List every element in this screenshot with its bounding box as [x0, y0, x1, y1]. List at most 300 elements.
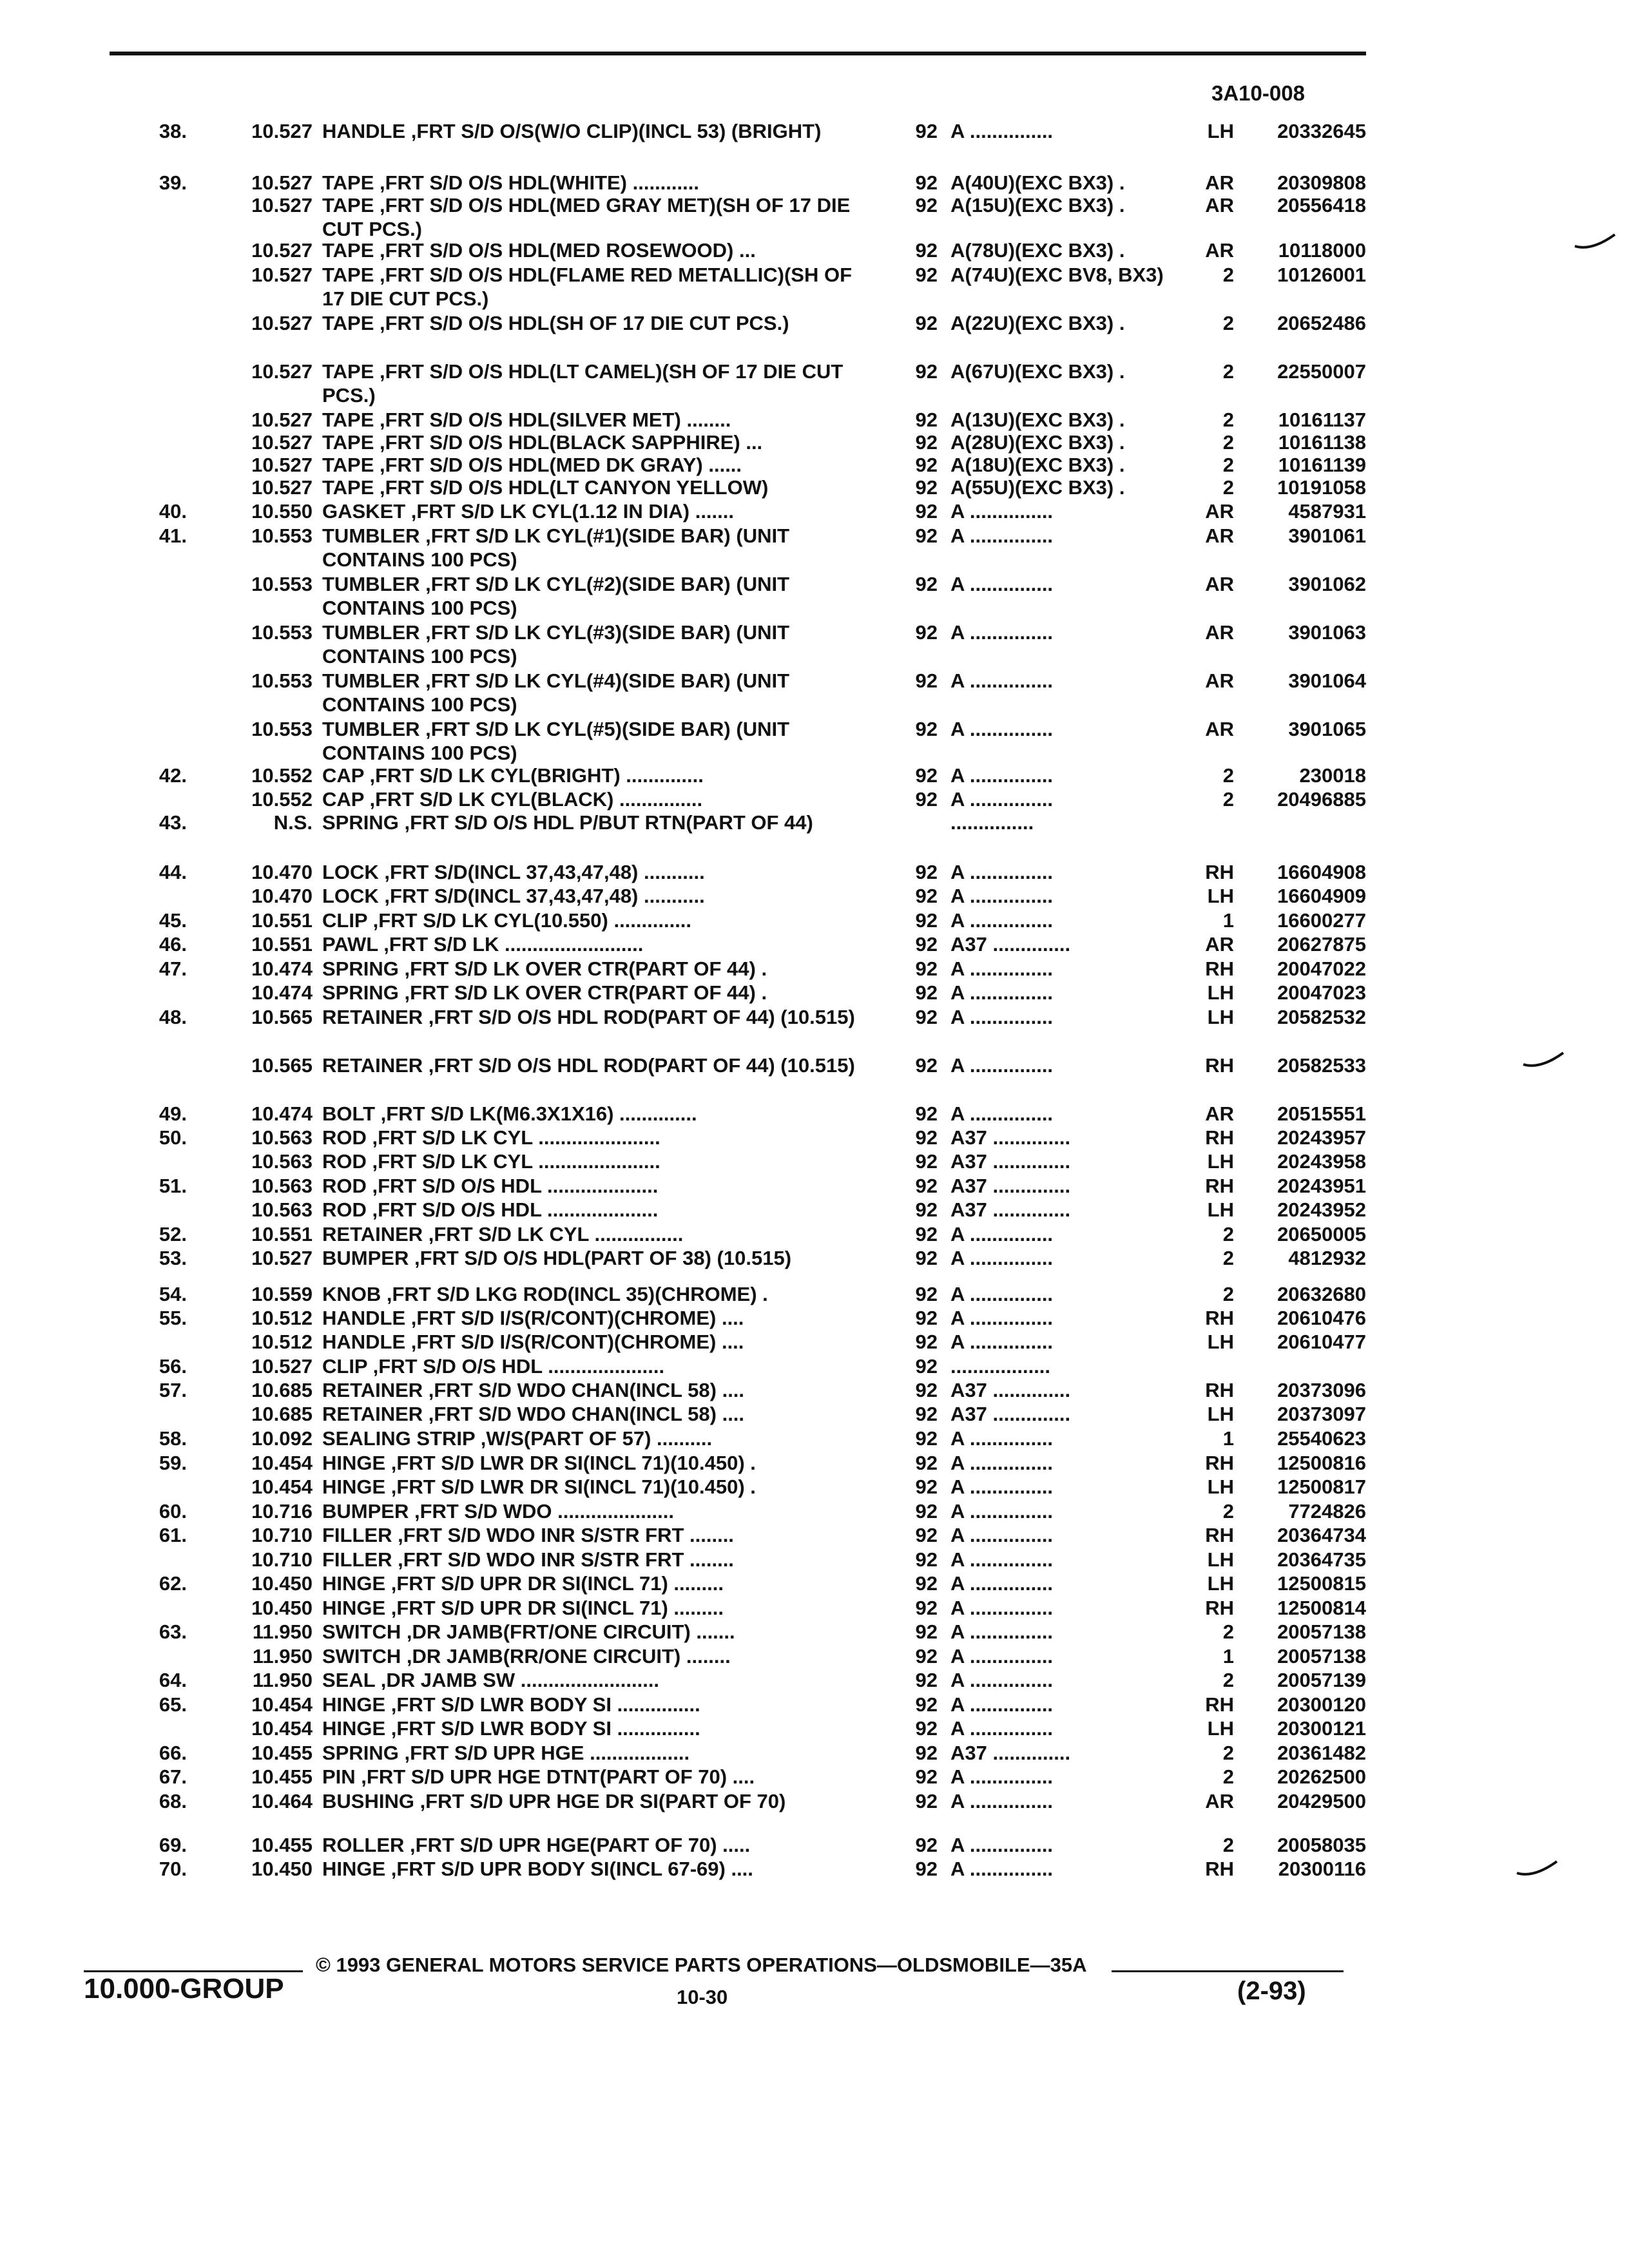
cell-code: A(74U)(EXC BV8, BX3)	[950, 264, 1164, 286]
cell-desc: HINGE ,FRT S/D LWR BODY SI ...............	[322, 1693, 700, 1716]
cell-qty: AR	[1205, 1790, 1234, 1812]
cell-code: A ...............	[950, 1452, 1054, 1474]
cell-desc: TAPE ,FRT S/D O/S HDL(FLAME RED METALLIC)(SH OF 17 DIE CUT PCS.)	[322, 264, 853, 310]
cell-desc: HINGE ,FRT S/D UPR DR SI(INCL 71) .........	[322, 1597, 724, 1619]
cell-qty: 2	[1222, 764, 1234, 787]
cell-part: 20332645	[1277, 120, 1366, 142]
cell-qty: RH	[1205, 1452, 1234, 1474]
cell-part: 3901063	[1288, 621, 1366, 644]
cell-qty: 2	[1222, 360, 1234, 383]
cell-num: 10.454	[251, 1452, 313, 1474]
table-row	[0, 1789, 1629, 1838]
cell-code: A ...............	[950, 1427, 1054, 1450]
table-row	[0, 1053, 1629, 1102]
cell-yr: 92	[915, 1500, 938, 1523]
cell-yr: 92	[915, 1379, 938, 1401]
cell-part: 20058035	[1277, 1834, 1366, 1856]
cell-part: 20373097	[1277, 1403, 1366, 1425]
cell-code: A(15U)(EXC BX3) .	[950, 194, 1125, 216]
cell-code: A37 ..............	[950, 1403, 1071, 1425]
cell-desc: HANDLE ,FRT S/D I/S(R/CONT)(CHROME) ....	[322, 1331, 744, 1353]
cell-code: A ...............	[950, 573, 1054, 595]
cell-code: A ...............	[950, 1307, 1054, 1329]
cell-desc: TAPE ,FRT S/D O/S HDL(SH OF 17 DIE CUT PCS.)	[322, 312, 789, 334]
cell-yr: 92	[915, 1790, 938, 1812]
cell-qty: LH	[1207, 981, 1234, 1004]
cell-part: 12500817	[1277, 1475, 1366, 1498]
cell-part: 3901062	[1288, 573, 1366, 595]
cell-yr: 92	[915, 408, 938, 431]
cell-part: 20627875	[1277, 933, 1366, 956]
cell-yr: 92	[915, 1693, 938, 1716]
cell-num: 10.527	[251, 454, 313, 476]
cell-num: 10.563	[251, 1126, 313, 1149]
cell-code: A(78U)(EXC BX3) .	[950, 239, 1125, 262]
cell-code: A ...............	[950, 1572, 1054, 1595]
cell-desc: BUSHING ,FRT S/D UPR HGE DR SI(PART OF 70)	[322, 1790, 786, 1812]
cell-desc: GASKET ,FRT S/D LK CYL(1.12 IN DIA) .......	[322, 500, 734, 523]
cell-num: 10.527	[251, 171, 313, 194]
cell-code: A ...............	[950, 1858, 1054, 1880]
cell-code: A ...............	[950, 1283, 1054, 1305]
cell-code: A ...............	[950, 981, 1054, 1004]
cell-num: 10.450	[251, 1597, 313, 1619]
page-number: 10-30	[677, 1986, 728, 2008]
cell-desc: RETAINER ,FRT S/D WDO CHAN(INCL 58) ....	[322, 1403, 745, 1425]
cell-desc: LOCK ,FRT S/D(INCL 37,43,47,48) ...........	[322, 885, 705, 907]
cell-yr: 92	[915, 1548, 938, 1571]
cell-desc: TAPE ,FRT S/D O/S HDL(MED ROSEWOOD) ...	[322, 239, 756, 262]
cell-qty: 1	[1222, 909, 1234, 932]
cell-code: A ...............	[950, 1524, 1054, 1546]
cell-yr: 92	[915, 1331, 938, 1353]
cell-ref: 56.	[159, 1355, 187, 1378]
cell-ref: 44.	[159, 861, 187, 883]
cell-desc: CLIP ,FRT S/D O/S HDL .....................	[322, 1355, 665, 1378]
cell-desc: ROLLER ,FRT S/D UPR HGE(PART OF 70) .....	[322, 1834, 751, 1856]
cell-ref: 53.	[159, 1247, 187, 1269]
cell-num: 11.950	[252, 1620, 313, 1643]
cell-ref: 40.	[159, 500, 187, 523]
cell-num: 10.553	[251, 621, 313, 644]
cell-num: 11.950	[252, 1645, 313, 1667]
cell-code: A ...............	[950, 1669, 1054, 1691]
cell-desc: TAPE ,FRT S/D O/S HDL(WHITE) ............	[322, 171, 699, 194]
cell-desc: CLIP ,FRT S/D LK CYL(10.550) ..............	[322, 909, 692, 932]
cell-part: 12500815	[1277, 1572, 1366, 1595]
cell-yr: 92	[915, 524, 938, 547]
cell-ref: 58.	[159, 1427, 187, 1450]
table-row	[0, 524, 1629, 573]
cell-num: 10.527	[251, 408, 313, 431]
cell-part: 4587931	[1288, 500, 1366, 523]
cell-code: A ...............	[950, 1717, 1054, 1740]
cell-part: 20243952	[1277, 1198, 1366, 1221]
cell-qty: RH	[1205, 1175, 1234, 1197]
cell-yr: 92	[915, 1175, 938, 1197]
table-row	[0, 119, 1629, 168]
cell-qty: AR	[1205, 573, 1234, 595]
cell-ref: 69.	[159, 1834, 187, 1856]
cell-desc: SEALING STRIP ,W/S(PART OF 57) ..........	[322, 1427, 713, 1450]
cell-part: 20429500	[1277, 1790, 1366, 1812]
cell-ref: 66.	[159, 1742, 187, 1764]
cell-ref: 51.	[159, 1175, 187, 1197]
cell-qty: 2	[1222, 1620, 1234, 1643]
cell-num: 10.527	[251, 360, 313, 383]
table-row	[0, 193, 1629, 242]
cell-qty: LH	[1207, 1548, 1234, 1571]
cell-qty: RH	[1205, 957, 1234, 980]
cell-yr: 92	[915, 194, 938, 216]
cell-part: 20300120	[1277, 1693, 1366, 1716]
cell-code: A ...............	[950, 120, 1054, 142]
cell-code: A ...............	[950, 669, 1054, 692]
cell-yr: 92	[915, 1475, 938, 1498]
cell-yr: 92	[915, 239, 938, 262]
cell-num: 10.527	[251, 312, 313, 334]
cell-code: A ...............	[950, 1790, 1054, 1812]
cell-desc: HINGE ,FRT S/D LWR DR SI(INCL 71)(10.450) .	[322, 1452, 756, 1474]
cell-qty: 2	[1222, 1765, 1234, 1788]
cell-num: 10.563	[251, 1175, 313, 1197]
cell-yr: 92	[915, 1223, 938, 1245]
cell-desc: TUMBLER ,FRT S/D LK CYL(#1)(SIDE BAR) (UNIT CONTAINS 100 PCS)	[322, 524, 790, 571]
cell-desc: FILLER ,FRT S/D WDO INR S/STR FRT ........	[322, 1524, 734, 1546]
cell-desc: SWITCH ,DR JAMB(FRT/ONE CIRCUIT) .......	[322, 1620, 735, 1643]
cell-desc: CAP ,FRT S/D LK CYL(BRIGHT) ..............	[322, 764, 704, 787]
cell-num: 10.470	[251, 885, 313, 907]
cell-num: 11.950	[252, 1669, 313, 1691]
cell-code: A ...............	[950, 1500, 1054, 1523]
cell-yr: 92	[915, 476, 938, 499]
margin-mark-2	[1521, 1050, 1566, 1070]
cell-code: A37 ..............	[950, 1742, 1071, 1764]
cell-part: 10126001	[1277, 264, 1366, 286]
cell-qty: RH	[1205, 1524, 1234, 1546]
cell-part: 20652486	[1277, 312, 1366, 334]
cell-desc: SPRING ,FRT S/D O/S HDL P/BUT RTN(PART OF 44)	[322, 811, 813, 834]
cell-code: A37 ..............	[950, 933, 1071, 956]
cell-yr: 92	[915, 1054, 938, 1077]
cell-qty: 2	[1222, 1669, 1234, 1691]
cell-yr: 92	[915, 264, 938, 286]
cell-desc: TUMBLER ,FRT S/D LK CYL(#4)(SIDE BAR) (UNIT CONTAINS 100 PCS)	[322, 669, 790, 716]
cell-code: ...............	[950, 811, 1034, 834]
cell-desc: TAPE ,FRT S/D O/S HDL(MED GRAY MET)(SH OF 17 DIE CUT PCS.)	[322, 194, 851, 240]
cell-qty: AR	[1205, 171, 1234, 194]
cell-yr: 92	[915, 1742, 938, 1764]
cell-yr: 92	[915, 1572, 938, 1595]
cell-desc: ROD ,FRT S/D LK CYL ......................	[322, 1126, 660, 1149]
cell-code: A ...............	[950, 1834, 1054, 1856]
cell-part: 20300121	[1277, 1717, 1366, 1740]
cell-code: A ...............	[950, 718, 1054, 740]
cell-yr: 92	[915, 1355, 938, 1378]
cell-desc: TAPE ,FRT S/D O/S HDL(LT CANYON YELLOW)	[322, 476, 769, 499]
cell-yr: 92	[915, 1834, 938, 1856]
cell-qty: RH	[1205, 1126, 1234, 1149]
cell-ref: 46.	[159, 933, 187, 956]
cell-qty: 2	[1222, 1247, 1234, 1269]
cell-qty: AR	[1205, 718, 1234, 740]
cell-num: 10.552	[251, 764, 313, 787]
cell-qty: LH	[1207, 120, 1234, 142]
table-row	[0, 811, 1629, 860]
cell-num: 10.527	[251, 194, 313, 216]
cell-desc: ROD ,FRT S/D O/S HDL ....................	[322, 1198, 659, 1221]
cell-num: 10.527	[251, 1355, 313, 1378]
cell-num: 10.553	[251, 573, 313, 595]
cell-ref: 45.	[159, 909, 187, 932]
cell-qty: RH	[1205, 1307, 1234, 1329]
cell-desc: SPRING ,FRT S/D UPR HGE ..................	[322, 1742, 690, 1764]
revision-date: (2-93)	[1237, 1977, 1306, 2005]
cell-ref: 60.	[159, 1500, 187, 1523]
cell-num: 10.455	[251, 1765, 313, 1788]
cell-ref: 50.	[159, 1126, 187, 1149]
cell-part: 20610477	[1277, 1331, 1366, 1353]
cell-code: A37 ..............	[950, 1150, 1071, 1173]
cell-qty: AR	[1205, 621, 1234, 644]
cell-part: 10118000	[1278, 239, 1366, 262]
cell-yr: 92	[915, 312, 938, 334]
cell-num: 10.565	[251, 1054, 313, 1077]
cell-ref: 54.	[159, 1283, 187, 1305]
cell-code: A ...............	[950, 1223, 1054, 1245]
cell-part: 16600277	[1277, 909, 1366, 932]
cell-yr: 92	[915, 1283, 938, 1305]
cell-num: 10.565	[251, 1006, 313, 1028]
cell-qty: 2	[1222, 1834, 1234, 1856]
cell-yr: 92	[915, 1150, 938, 1173]
cell-desc: KNOB ,FRT S/D LKG ROD(INCL 35)(CHROME) .	[322, 1283, 768, 1305]
cell-part: 20300116	[1278, 1858, 1366, 1880]
cell-qty: 2	[1222, 454, 1234, 476]
cell-desc: TAPE ,FRT S/D O/S HDL(LT CAMEL)(SH OF 17 DIE CUT PCS.)	[322, 360, 843, 407]
cell-num: 10.474	[251, 1102, 313, 1125]
cell-qty: AR	[1205, 933, 1234, 956]
cell-num: 10.527	[251, 1247, 313, 1269]
cell-desc: HANDLE ,FRT S/D I/S(R/CONT)(CHROME) ....	[322, 1307, 744, 1329]
cell-part: 25540623	[1277, 1427, 1366, 1450]
table-row	[0, 717, 1629, 766]
cell-part: 3901065	[1288, 718, 1366, 740]
cell-qty: 2	[1222, 408, 1234, 431]
cell-yr: 92	[915, 764, 938, 787]
cell-code: A ...............	[950, 1693, 1054, 1716]
cell-code: A ...............	[950, 957, 1054, 980]
page-id: 3A10-008	[1211, 81, 1305, 105]
cell-code: A ...............	[950, 764, 1054, 787]
cell-desc: HINGE ,FRT S/D LWR DR SI(INCL 71)(10.450) .	[322, 1475, 756, 1498]
copyright-line: © 1993 GENERAL MOTORS SERVICE PARTS OPERATIONS—OLDSMOBILE—35A	[316, 1954, 1087, 1976]
cell-yr: 92	[915, 120, 938, 142]
cell-desc: TAPE ,FRT S/D O/S HDL(SILVER MET) ........	[322, 408, 731, 431]
cell-qty: LH	[1207, 1331, 1234, 1353]
cell-qty: 2	[1222, 1742, 1234, 1764]
cell-qty: RH	[1205, 861, 1234, 883]
cell-desc: TUMBLER ,FRT S/D LK CYL(#5)(SIDE BAR) (UNIT CONTAINS 100 PCS)	[322, 718, 790, 764]
cell-qty: RH	[1205, 1054, 1234, 1077]
cell-desc: BOLT ,FRT S/D LK(M6.3X1X16) ..............	[322, 1102, 697, 1125]
cell-desc: SEAL ,DR JAMB SW .........................	[322, 1669, 660, 1691]
cell-num: 10.550	[251, 500, 313, 523]
cell-num: 10.685	[251, 1403, 313, 1425]
cell-desc: TAPE ,FRT S/D O/S HDL(MED DK GRAY) ......	[322, 454, 742, 476]
cell-desc: BUMPER ,FRT S/D WDO .....................	[322, 1500, 674, 1523]
cell-desc: SPRING ,FRT S/D LK OVER CTR(PART OF 44) .	[322, 981, 767, 1004]
cell-part: 20057138	[1277, 1620, 1366, 1643]
cell-desc: ROD ,FRT S/D LK CYL ......................	[322, 1150, 660, 1173]
cell-qty: AR	[1205, 1102, 1234, 1125]
cell-num: 10.685	[251, 1379, 313, 1401]
cell-code: A ...............	[950, 1247, 1054, 1269]
cell-yr: 92	[915, 788, 938, 811]
cell-part: 20364735	[1277, 1548, 1366, 1571]
table-row	[0, 572, 1629, 621]
cell-yr: 92	[915, 909, 938, 932]
cell-ref: 39.	[159, 171, 187, 194]
cell-ref: 52.	[159, 1223, 187, 1245]
cell-code: A ...............	[950, 1331, 1054, 1353]
cell-num: 10.464	[251, 1790, 313, 1812]
cell-code: A(28U)(EXC BX3) .	[950, 431, 1125, 454]
cell-yr: 92	[915, 573, 938, 595]
cell-part: 20632680	[1277, 1283, 1366, 1305]
cell-code: A ...............	[950, 1054, 1054, 1077]
cell-desc: HINGE ,FRT S/D UPR DR SI(INCL 71) .........	[322, 1572, 724, 1595]
cell-yr: 92	[915, 981, 938, 1004]
footer-rule-left	[84, 1970, 303, 1972]
cell-num: 10.092	[251, 1427, 313, 1450]
cell-num: 10.474	[251, 981, 313, 1004]
cell-yr: 92	[915, 621, 938, 644]
cell-part: 10161138	[1278, 431, 1366, 454]
cell-yr: 92	[915, 171, 938, 194]
cell-part: 20309808	[1277, 171, 1366, 194]
cell-part: 12500814	[1277, 1597, 1366, 1619]
cell-code: A37 ..............	[950, 1126, 1071, 1149]
cell-part: 10191058	[1277, 476, 1366, 499]
cell-qty: LH	[1207, 1006, 1234, 1028]
cell-code: A ...............	[950, 1645, 1054, 1667]
cell-desc: LOCK ,FRT S/D(INCL 37,43,47,48) ...........	[322, 861, 705, 883]
footer-rule-right	[1112, 1970, 1344, 1972]
cell-num: 10.512	[251, 1307, 313, 1329]
cell-yr: 92	[915, 1307, 938, 1329]
cell-part: 20515551	[1277, 1102, 1366, 1125]
cell-yr: 92	[915, 1524, 938, 1546]
cell-desc: HINGE ,FRT S/D LWR BODY SI ...............	[322, 1717, 700, 1740]
table-row	[0, 263, 1629, 312]
cell-qty: LH	[1207, 1717, 1234, 1740]
cell-yr: 92	[915, 1102, 938, 1125]
cell-num: 10.553	[251, 718, 313, 740]
cell-desc: RETAINER ,FRT S/D LK CYL ................	[322, 1223, 684, 1245]
cell-num: 10.552	[251, 788, 313, 811]
cell-qty: 2	[1222, 1283, 1234, 1305]
cell-code: A(55U)(EXC BX3) .	[950, 476, 1125, 499]
cell-ref: 43.	[159, 811, 187, 834]
cell-code: A(40U)(EXC BX3) .	[950, 171, 1125, 194]
cell-ref: 59.	[159, 1452, 187, 1474]
cell-qty: 2	[1222, 1500, 1234, 1523]
cell-part: 20373096	[1277, 1379, 1366, 1401]
margin-mark-1	[1572, 232, 1617, 251]
cell-code: A ...............	[950, 1765, 1054, 1788]
cell-code: A ...............	[950, 1597, 1054, 1619]
cell-num: 10.710	[251, 1524, 313, 1546]
cell-num: 10.559	[251, 1283, 313, 1305]
margin-mark-3	[1514, 1859, 1559, 1878]
cell-qty: LH	[1207, 1150, 1234, 1173]
cell-part: 12500816	[1277, 1452, 1366, 1474]
cell-yr: 92	[915, 1858, 938, 1880]
cell-part: 20243957	[1277, 1126, 1366, 1149]
cell-qty: AR	[1205, 500, 1234, 523]
cell-desc: TUMBLER ,FRT S/D LK CYL(#3)(SIDE BAR) (UNIT CONTAINS 100 PCS)	[322, 621, 790, 668]
cell-qty: 1	[1222, 1427, 1234, 1450]
cell-ref: 57.	[159, 1379, 187, 1401]
cell-desc: PAWL ,FRT S/D LK .........................	[322, 933, 644, 956]
group-label: 10.000-GROUP	[84, 1973, 284, 2004]
cell-qty: LH	[1207, 1475, 1234, 1498]
cell-part: 16604908	[1277, 861, 1366, 883]
cell-qty: 2	[1222, 312, 1234, 334]
cell-part: 20650005	[1277, 1223, 1366, 1245]
cell-ref: 62.	[159, 1572, 187, 1595]
cell-yr: 92	[915, 1198, 938, 1221]
cell-part: 20610476	[1277, 1307, 1366, 1329]
cell-ref: 41.	[159, 524, 187, 547]
cell-part: 20262500	[1277, 1765, 1366, 1788]
cell-code: A ...............	[950, 1548, 1054, 1571]
cell-part: 7724826	[1288, 1500, 1366, 1523]
cell-part: 16604909	[1277, 885, 1366, 907]
cell-ref: 48.	[159, 1006, 187, 1028]
cell-qty: AR	[1205, 669, 1234, 692]
cell-ref: 67.	[159, 1765, 187, 1788]
cell-desc: ROD ,FRT S/D O/S HDL ....................	[322, 1175, 659, 1197]
cell-num: 10.527	[251, 476, 313, 499]
cell-num: 10.716	[251, 1500, 313, 1523]
cell-desc: BUMPER ,FRT S/D O/S HDL(PART OF 38) (10.515)	[322, 1247, 792, 1269]
cell-part: 20057138	[1277, 1645, 1366, 1667]
table-row	[0, 669, 1629, 718]
cell-yr: 92	[915, 1717, 938, 1740]
cell-num: 10.454	[251, 1475, 313, 1498]
cell-desc: RETAINER ,FRT S/D O/S HDL ROD(PART OF 44) (10.515)	[322, 1006, 855, 1028]
cell-code: A(18U)(EXC BX3) .	[950, 454, 1125, 476]
cell-qty: 2	[1222, 264, 1234, 286]
cell-part: 3901064	[1288, 669, 1366, 692]
cell-code: A ...............	[950, 909, 1054, 932]
cell-ref: 47.	[159, 957, 187, 980]
table-row	[0, 620, 1629, 669]
cell-ref: 70.	[159, 1858, 187, 1880]
cell-code: A ...............	[950, 1006, 1054, 1028]
cell-num: 10.527	[251, 239, 313, 262]
cell-num: 10.563	[251, 1150, 313, 1173]
cell-num: 10.553	[251, 669, 313, 692]
cell-part: 10161137	[1278, 408, 1366, 431]
cell-ref: 63.	[159, 1620, 187, 1643]
cell-num: 10.553	[251, 524, 313, 547]
cell-code: A ...............	[950, 1475, 1054, 1498]
cell-num: 10.455	[251, 1834, 313, 1856]
cell-desc: TUMBLER ,FRT S/D LK CYL(#2)(SIDE BAR) (UNIT CONTAINS 100 PCS)	[322, 573, 790, 619]
